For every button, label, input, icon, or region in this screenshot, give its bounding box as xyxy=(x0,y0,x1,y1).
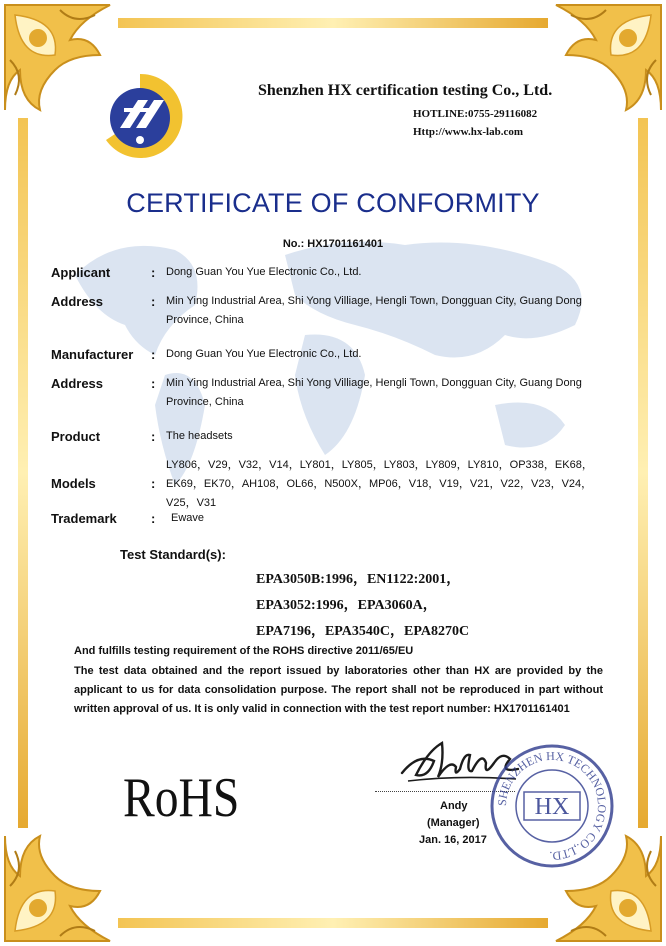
signatory-role: (Manager) xyxy=(427,817,480,829)
rohs-mark: RoHS xyxy=(123,767,240,829)
ornament-corner-top-right xyxy=(516,0,666,150)
field-label: Product xyxy=(51,429,101,444)
test-standard-line: EPA3050B:1996，EN1122:2001， xyxy=(256,572,461,587)
field-value: Ewave xyxy=(171,512,205,524)
field-colon: : xyxy=(151,376,156,391)
website-text: Http://www.hx-lab.com xyxy=(413,126,523,138)
field-colon: : xyxy=(151,265,156,280)
field-colon: : xyxy=(151,476,156,491)
field-value: Dong Guan You Yue Electronic Co., Ltd. xyxy=(166,348,362,360)
field-value: Min Ying Industrial Area, Shi Yong Villiage, Hengli Town, Dongguan City, Guang Dong Province, China xyxy=(166,295,582,326)
field-value: The headsets xyxy=(166,430,233,442)
field-value: Dong Guan You Yue Electronic Co., Ltd. xyxy=(166,266,362,278)
border-left xyxy=(18,118,28,828)
field-label: Manufacturer xyxy=(51,347,134,362)
certificate-title: CERTIFICATE OF CONFORMITY xyxy=(126,188,540,218)
field-label: Applicant xyxy=(51,265,111,280)
field-label: Address xyxy=(51,294,104,309)
field-colon: : xyxy=(151,511,156,526)
field-value: LY806，V29，V32，V14，LY801，LY805，LY803，LY809，LY810，OP338，EK68，EK69，EK70，AH108，OL66，N500X，MP06，V18，V19，V21，V22，V23，V24，V25，V31 xyxy=(166,459,593,509)
border-right xyxy=(638,118,648,828)
rohs-directive-statement: And fulfills testing requirement of the ROHS directive 2011/65/EU xyxy=(74,645,414,657)
field-label: Address xyxy=(51,376,104,391)
seal-ring-text: SHENZHEN HX TECHNOLOGY CO.,LTD. xyxy=(494,748,610,864)
signatory-name: Andy xyxy=(440,800,468,812)
border-top xyxy=(118,18,548,28)
border-bottom xyxy=(118,918,548,928)
field-value: Min Ying Industrial Area, Shi Yong Villiage, Hengli Town, Dongguan City, Guang Dong Province, China xyxy=(166,377,582,408)
company-name: Shenzhen HX certification testing Co., Ltd. xyxy=(258,82,553,99)
field-label: Models xyxy=(51,476,96,491)
field-colon: : xyxy=(151,294,156,309)
issue-date: Jan. 16, 2017 xyxy=(419,834,487,846)
field-colon: : xyxy=(151,429,156,444)
company-seal-stamp xyxy=(488,742,616,870)
company-logo xyxy=(94,70,186,162)
test-standard-line: EPA3052:1996，EPA3060A， xyxy=(256,598,437,613)
hotline-text: HOTLINE:0755-29116082 xyxy=(413,108,538,120)
test-standard-line: EPA7196，EPA3540C，EPA8270C xyxy=(256,624,470,639)
certificate-number: No.: HX1701161401 xyxy=(282,238,384,250)
seal-center-text: HX xyxy=(534,794,570,820)
validity-paragraph: The test data obtained and the report issued by laboratories other than HX are provided by the applicant to us for data consolidation purpose. The report shall not be reproduced in part without written approval of us. It is only valid in connection with the test report number: HX1701161401 xyxy=(74,665,603,715)
field-colon: : xyxy=(151,347,156,362)
test-standards-label: Test Standard(s): xyxy=(120,547,226,562)
field-label: Trademark xyxy=(51,511,117,526)
